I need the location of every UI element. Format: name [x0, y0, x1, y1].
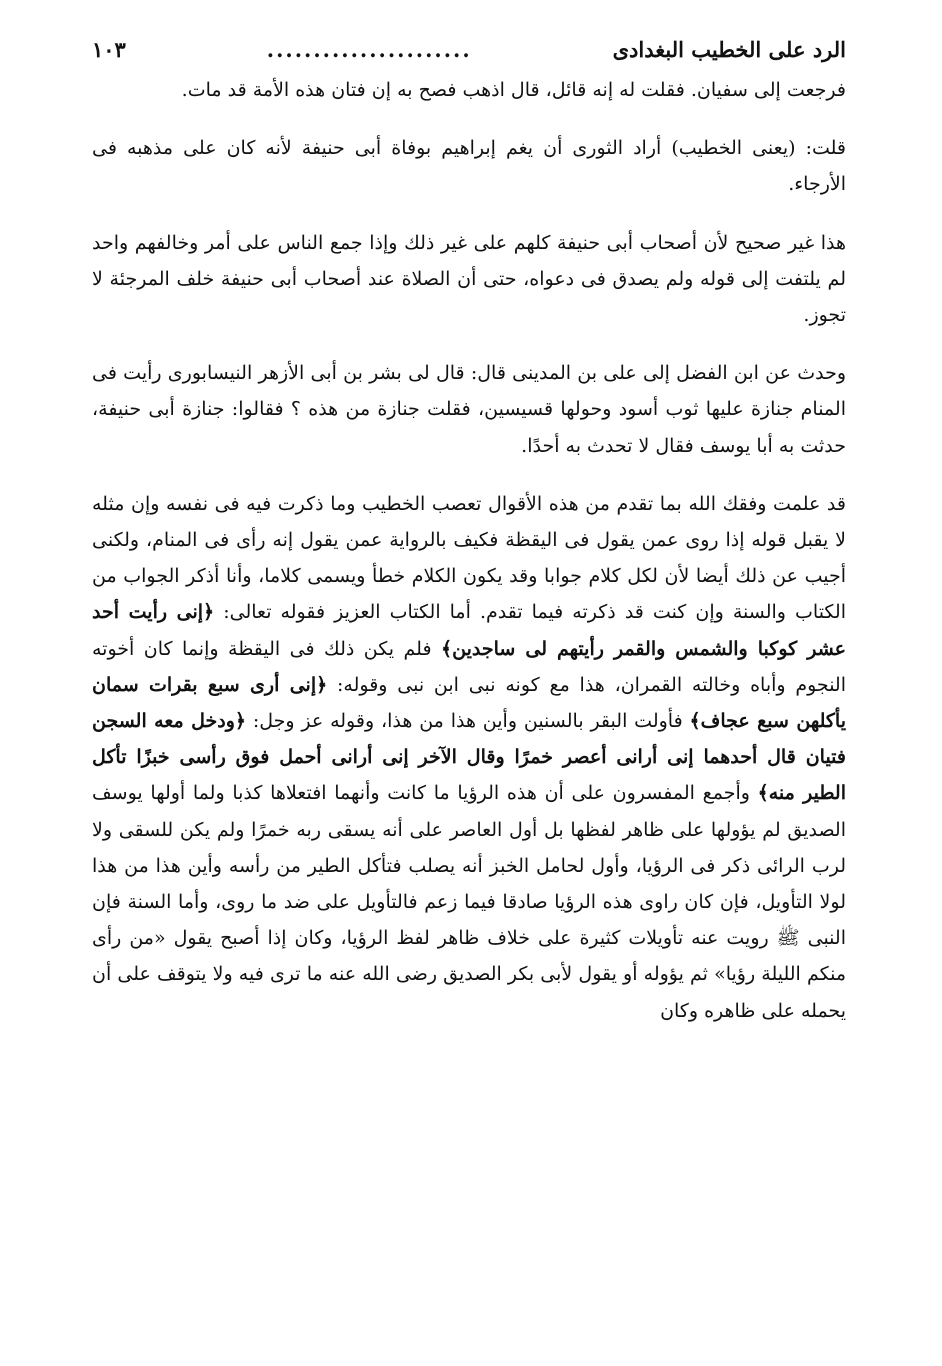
paragraph	[92, 486, 846, 1029]
paragraph	[92, 355, 846, 464]
paragraph-text: فأولت البقر بالسنين وأين هذا من هذا، وقوله عز وجل:	[246, 710, 690, 733]
paragraph-text: هذا غير صحيح لأن أصحاب أبى حنيفة كلهم على غير ذلك وإذا جمع الناس على أمر وخالفهم واحد لم يلتفت إلى قوله ولم يصدق فى دعواه، حتى أن الصلاة عند أصحاب أبى حنيفة خلف المرجئة لا تجوز.	[92, 231, 846, 327]
paragraph-text: فلم يكن ذلك فى اليقظة وإنما كان أخوته النجوم وأباه وخالته القمران، هذا مع كونه نبى ابن نبى وقوله:	[92, 637, 846, 696]
running-header	[92, 30, 846, 70]
paragraph-text: وأجمع المفسرون على أن هذه الرؤيا ما كانت وأنهما افتعلاها كذبا ولما أولها يوسف الصديق لم يؤولها على ظاهر لفظها بل أول العاصر على أنه يسقى ربه خمرًا ولم يكن للسقى ولا لرب الرائى ذكر فى الرؤيا، وأول لحامل الخبز أنه يصلب فتأكل الطير من رأسه وأين هذا من هذا لولا التأويل، فإن كان راوى هذه الرؤيا صادقا فيما زعم فالتأويل على ضد ما روى، وأما السنة فإن النبى ﷺ رويت عنه تأويلات كثيرة على خلاف ظاهر لفظ الرؤيا، وكان إذا أصبح يقول «من رأى منكم الليلة رؤيا» ثم يؤوله أو يقول لأبى بكر الصديق رضى الله عنه ما ترى فيه ولا يتوقف على أن يحمله على ظاهره وكان	[92, 782, 846, 1022]
paragraph	[92, 225, 846, 334]
paragraph-text: فرجعت إلى سفيان. فقلت له إنه قائل، قال اذهب فصح به إن فتان هذه الأمة قد مات.	[181, 79, 846, 101]
paragraph-text: قلت: (يعنى الخطيب) أراد الثورى أن يغم إبراهيم بوفاة أبى حنيفة لأنه كان على مذهبه فى الأرجاء.	[92, 137, 846, 196]
paragraph	[92, 72, 846, 108]
paragraph	[92, 130, 846, 202]
page-number: ١٠٣	[92, 37, 126, 62]
quran-quote: ﴿ودخل معه السجن فتيان قال أحدهما إنى أرانى أعصر خمرًا وقال الآخر إنى أرانى أحمل فوق رأسى خبزًا تأكل الطير منه﴾	[92, 710, 846, 805]
book-page	[92, 30, 846, 1346]
header-leader-dots: ......................	[266, 37, 472, 62]
running-title: الرد على الخطيب البغدادى	[612, 37, 846, 62]
quran-quote: ﴿إنى رأيت أحد عشر كوكبا والشمس والقمر رأيتهم لى ساجدين﴾	[92, 601, 846, 660]
quran-quote: ﴿إنى أرى سبع بقرات سمان يأكلهن سبع عجاف﴾	[92, 673, 846, 733]
paragraph-text: وحدث عن ابن الفضل إلى على بن المدينى قال: قال لى بشر بن أبى الأزهر النيسابورى رأيت فى المنام جنازة عليها ثوب أسود وحولها قسيسين، فقلت جنازة من هذه ؟ فقالوا: جنازة أبى حنيفة، حدثت به أبا يوسف فقال لا تحدث به أحدًا.	[92, 362, 846, 457]
paragraph-text: قد علمت وفقك الله بما تقدم من هذه الأقوال تعصب الخطيب وما ذكرت فيه فى نفسه وإن مثله لا يقبل قوله إذا روى عمن يقول فى اليقظة فكيف بالرواية عمن يقول إنه رأى فى المنام، ولكنى أجيب عن ذلك أيضا لأن لكل كلام جوابا وقد يكون الكلام خطأ ويسمى كلاما، وأنا أذكر الجواب من الكتاب والسنة وإن كنت قد ذكرته فيما تقدم. أما الكتاب العزيز فقوله تعالى:	[92, 492, 846, 624]
body-text	[92, 72, 846, 1029]
